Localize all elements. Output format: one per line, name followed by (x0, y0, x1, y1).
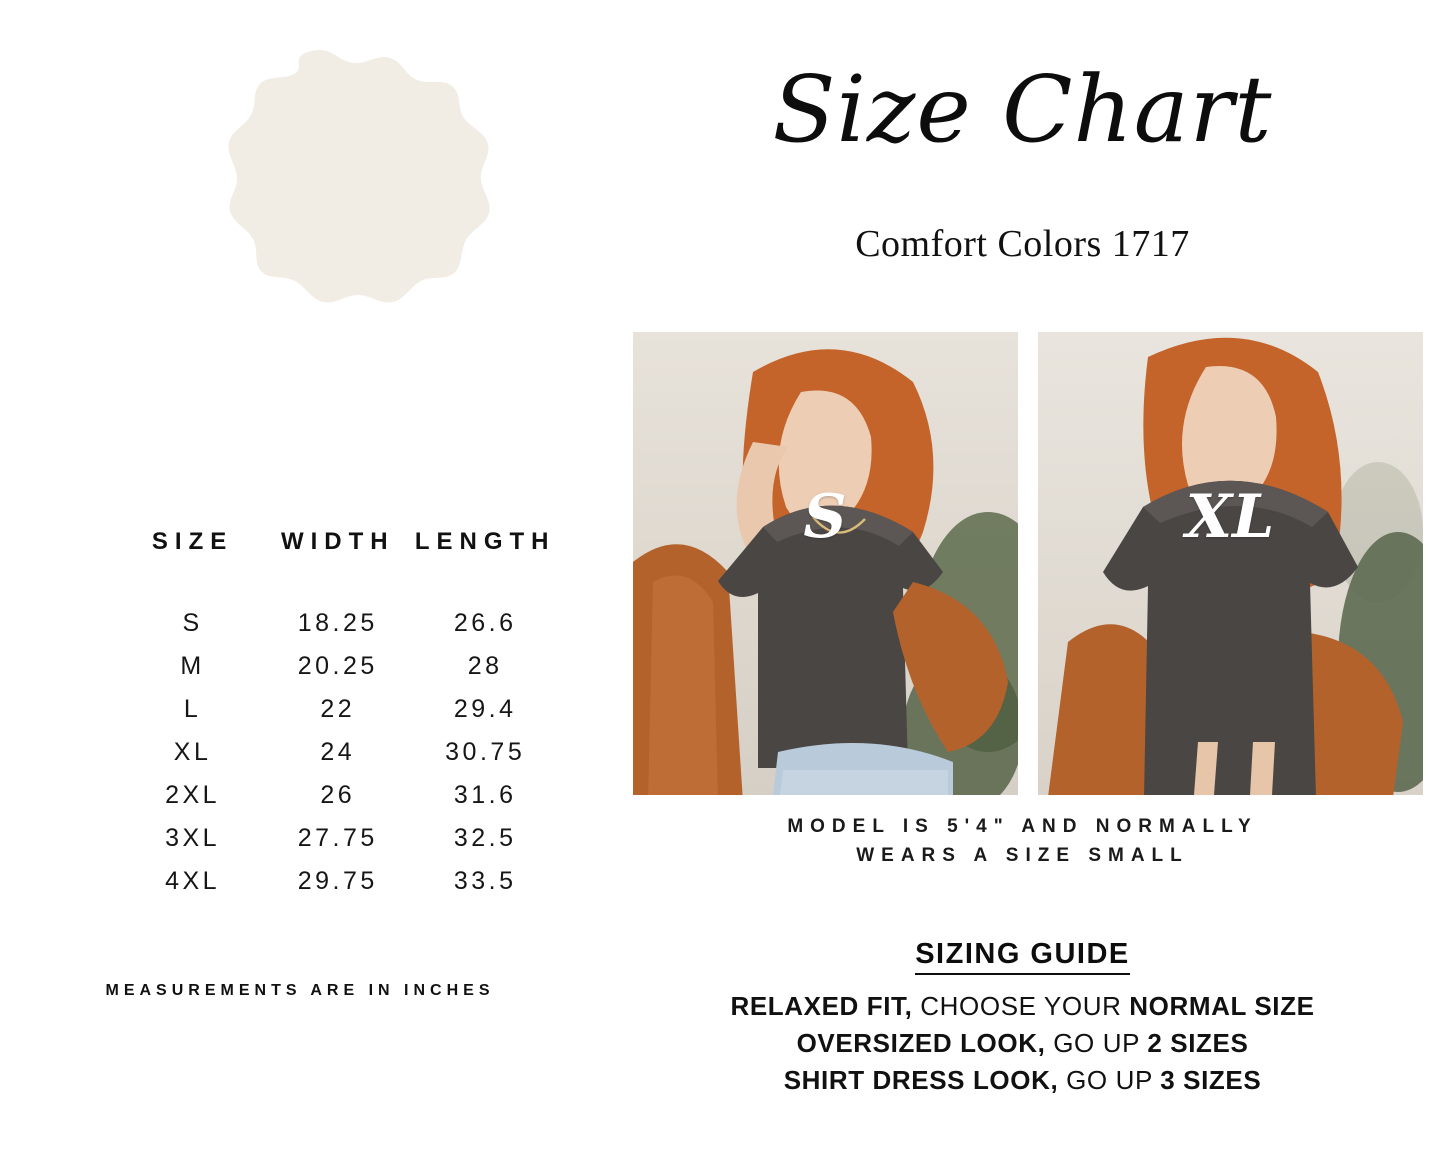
cell-size: XL (173, 738, 212, 766)
cell-width: 18.25 (297, 609, 378, 637)
cell-width: 27.75 (297, 824, 378, 852)
model-note-line-1: MODEL IS 5'4" AND NORMALLY (787, 816, 1258, 837)
cell-width: 24 (320, 738, 356, 766)
cell-width: 29.75 (297, 867, 378, 895)
cell-size: L (183, 695, 202, 723)
sizing-guide-line (600, 1025, 1445, 1062)
table-row (120, 860, 560, 903)
sizing-guide-lines (600, 988, 1445, 1099)
sizing-guide-line-normal: GO UP (1058, 1064, 1161, 1095)
sizing-guide-title (600, 938, 1445, 971)
sizing-guide-line (600, 988, 1445, 1025)
table-row (120, 602, 560, 645)
cell-width: 22 (320, 695, 356, 723)
model-photo-xl (1038, 332, 1423, 795)
size-measurements-table (120, 528, 560, 903)
column-header-width: WIDTH (280, 528, 395, 555)
shirt-size-label-small: S (803, 482, 847, 552)
cell-width: 20.25 (297, 652, 378, 680)
sizing-guide-title-text: SIZING GUIDE (915, 938, 1130, 975)
sizing-guide-line-normal: GO UP (1045, 1027, 1148, 1058)
cell-size: 3XL (165, 824, 221, 852)
cell-length: 33.5 (453, 867, 517, 895)
cell-width: 26 (320, 781, 356, 809)
sizing-guide-line-strong-1: RELAXED FIT, (730, 991, 913, 1021)
cell-size: 2XL (165, 781, 221, 809)
column-header-size: SIZE (151, 528, 234, 555)
table-row (120, 731, 560, 774)
sizing-guide-line-strong-1: OVERSIZED LOOK, (796, 1027, 1046, 1058)
model-photos (610, 332, 1445, 795)
cell-length: 32.5 (453, 824, 517, 852)
sizing-guide-line (600, 1062, 1445, 1099)
table-row (120, 817, 560, 860)
table-row (120, 688, 560, 731)
table-row (120, 645, 560, 688)
column-header-length: LENGTH (414, 528, 556, 555)
model-photo-small (633, 332, 1018, 795)
sizing-guide-line-strong-2: NORMAL SIZE (1129, 991, 1315, 1021)
decorative-blob-placeholder (120, 42, 520, 442)
model-note-line-2: WEARS A SIZE SMALL (856, 845, 1189, 867)
right-column (600, 0, 1445, 1156)
left-column (0, 0, 600, 1156)
sizing-guide-line-strong-1: SHIRT DRESS LOOK, (783, 1064, 1059, 1095)
table-row (120, 774, 560, 817)
sizing-guide-line-strong-2: 2 SIZES (1147, 1027, 1249, 1058)
table (120, 528, 560, 903)
cell-length: 26.6 (453, 609, 517, 637)
page-title: Size Chart (772, 56, 1273, 163)
cell-length: 29.4 (453, 695, 517, 723)
cell-size: 4XL (165, 867, 221, 895)
sizing-guide-line-strong-2: 3 SIZES (1160, 1064, 1262, 1095)
cell-length: 31.6 (453, 781, 517, 809)
table-header-row (120, 528, 560, 602)
cell-length: 30.75 (445, 738, 526, 766)
model-height-note (600, 812, 1445, 871)
measurements-note: MEASUREMENTS ARE IN INCHES (105, 982, 495, 999)
sizing-guide-line-normal: CHOOSE YOUR (912, 991, 1130, 1021)
cell-length: 28 (467, 652, 503, 680)
cell-size: S (182, 609, 203, 637)
page-subtitle: Comfort Colors 1717 (855, 223, 1190, 265)
shirt-size-label-xl: XL (1185, 482, 1275, 552)
cell-size: M (180, 652, 205, 680)
